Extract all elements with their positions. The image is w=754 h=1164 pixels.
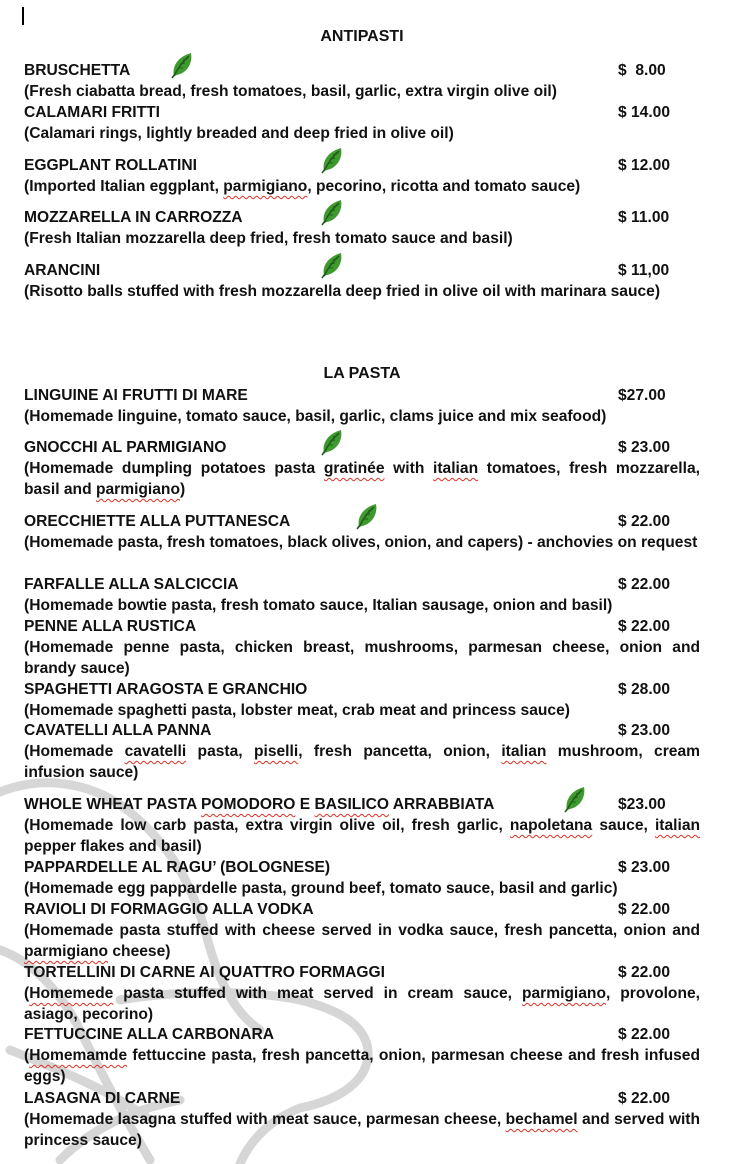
menu-item-description <box>24 458 700 500</box>
text-segment: ARRABBIATA <box>389 796 495 813</box>
spellcheck-flagged-word: POMODORO <box>201 796 296 813</box>
menu-item-header <box>24 102 700 123</box>
menu-item-price: $ 14.00 <box>618 104 671 121</box>
menu-item <box>24 574 700 616</box>
menu-item-description: (Homemade linguine, tomato sauce, basil, garlic, clams juice and mix seafood) <box>24 408 607 425</box>
green-leaf-icon <box>319 198 345 226</box>
menu-item-price: $ 22.00 <box>618 513 671 530</box>
text-segment: (Homemade low carb pasta, extra virgin olive oil, fresh garlic, <box>24 817 510 834</box>
menu-item-price: $ 22.00 <box>618 901 671 918</box>
text-segment: ( <box>24 985 30 1002</box>
text-segment: ) <box>179 481 186 498</box>
section-title-antipasti: ANTIPASTI <box>320 28 404 45</box>
menu-item-price: $ 8.00 <box>618 62 666 79</box>
green-leaf-icon <box>354 502 380 530</box>
section-title-la-pasta: LA PASTA <box>323 365 401 382</box>
menu-item-price: $27.00 <box>618 387 666 404</box>
menu-item-description <box>24 920 700 962</box>
menu-item-description <box>24 741 700 783</box>
menu-item-name: CALAMARI FRITTI <box>24 104 160 121</box>
text-segment: sauce, <box>592 817 655 834</box>
menu-item-price: $ 23.00 <box>618 439 671 456</box>
spellcheck-flagged-word: gratinée <box>323 460 385 477</box>
menu-item-price: $ 12.00 <box>618 157 671 174</box>
menu-item <box>24 1024 700 1087</box>
menu-item-description <box>24 176 700 197</box>
text-segment: tomatoes, fresh mozzarella, basil and <box>24 460 700 498</box>
menu-item-header <box>24 385 700 406</box>
text-segment: fettuccine pasta, fresh pancetta, onion, parmesan cheese and fresh infused eggs) <box>24 1047 700 1085</box>
text-segment: pasta, <box>186 743 254 760</box>
menu-item-header <box>24 1088 700 1109</box>
menu-item-header <box>24 794 700 815</box>
menu-item-name: SPAGHETTI ARAGOSTA E GRANCHIO <box>24 681 308 698</box>
menu-item <box>24 385 700 427</box>
menu-item-name: GNOCCHI AL PARMIGIANO <box>24 439 227 456</box>
spellcheck-flagged-word: Homemede <box>29 985 114 1002</box>
menu-item-price: $ 22.00 <box>618 1026 671 1043</box>
menu-item <box>24 720 700 783</box>
spellcheck-flagged-word: italian <box>433 460 479 477</box>
menu-item-name: FARFALLE ALLA SALCICCIA <box>24 576 239 593</box>
menu-item <box>24 1088 700 1151</box>
menu-item-description: (Fresh ciabatta bread, fresh tomatoes, basil, garlic, extra virgin olive oil) <box>24 83 557 100</box>
menu-item-description: (Homemade pasta, fresh tomatoes, black olives, onion, and capers) - anchovies on request <box>24 534 698 551</box>
spellcheck-flagged-word: italian <box>654 817 701 834</box>
menu-item-name: EGGPLANT ROLLATINI <box>24 157 197 174</box>
menu-item <box>24 207 700 249</box>
spellcheck-flagged-word: BASILICO <box>314 796 390 813</box>
green-leaf-icon <box>562 785 588 813</box>
menu-item <box>24 794 700 857</box>
menu-item-name: LASAGNA DI CARNE <box>24 1090 181 1107</box>
menu-item-name: ARANCINI <box>24 262 101 279</box>
menu-item-description <box>24 815 700 857</box>
menu-item-price: $ 11,00 <box>618 262 670 279</box>
menu-item-name: MOZZARELLA IN CARROZZA <box>24 209 243 226</box>
spellcheck-flagged-word: italian <box>501 743 547 760</box>
menu-item-header <box>24 437 700 458</box>
spellcheck-flagged-word: piselli <box>253 743 299 760</box>
menu-item-header <box>24 857 700 878</box>
menu-item-name: CAVATELLI ALLA PANNA <box>24 722 212 739</box>
menu-item <box>24 260 700 302</box>
menu-item-price: $ 22.00 <box>618 1090 671 1107</box>
menu-item-price: $ 23.00 <box>618 722 671 739</box>
menu-item-price: $23.00 <box>618 796 666 813</box>
menu-item-header <box>24 1024 700 1045</box>
text-segment: mushroom, cream infusion sauce) <box>24 743 700 781</box>
menu-item <box>24 437 700 500</box>
menu-item-price: $ 28.00 <box>618 681 671 698</box>
spellcheck-flagged-word: parmigiano <box>95 481 180 498</box>
text-segment: , fresh pancetta, onion, <box>298 743 502 760</box>
menu-item-header <box>24 616 700 637</box>
menu-item-price: $ 22.00 <box>618 576 671 593</box>
menu-item-name: PENNE ALLA RUSTICA <box>24 618 197 635</box>
text-cursor <box>22 7 24 25</box>
text-segment: cheese) <box>108 943 171 960</box>
text-segment: WHOLE WHEAT PASTA <box>24 796 201 813</box>
menu-item-name <box>24 794 494 815</box>
menu-item-header <box>24 260 700 281</box>
text-segment: , provolone, asiago, pecorino) <box>24 985 700 1023</box>
menu-item-name: BRUSCHETTA <box>24 62 131 79</box>
menu-item-description <box>24 1109 700 1151</box>
spellcheck-flagged-word: cavatelli <box>124 743 187 760</box>
green-leaf-icon <box>319 251 345 279</box>
menu-item <box>24 962 700 1025</box>
menu-item-description: (Homemade egg pappardelle pasta, ground beef, tomato sauce, basil and garlic) <box>24 880 618 897</box>
menu-item <box>24 857 700 899</box>
menu-item-header <box>24 720 700 741</box>
text-segment: pasta stuffed with meat served in cream sauce, <box>113 985 522 1002</box>
menu-item-description: (Risotto balls stuffed with fresh mozzarella deep fried in olive oil with marinara sauce) <box>24 283 661 300</box>
menu-item-name: FETTUCCINE ALLA CARBONARA <box>24 1026 275 1043</box>
menu-item-header <box>24 511 700 532</box>
spellcheck-flagged-word: napoletana <box>509 817 593 834</box>
text-segment: , pecorino, ricotta and tomato sauce) <box>307 178 581 195</box>
menu-item-header <box>24 574 700 595</box>
text-segment: (Homemade <box>24 743 125 760</box>
menu-item-header <box>24 60 700 81</box>
menu-item-description <box>24 983 700 1025</box>
menu-item <box>24 155 700 197</box>
menu-item-name: TORTELLINI DI CARNE AI QUATTRO FORMAGGI <box>24 964 385 981</box>
spellcheck-flagged-word: parmigiano <box>223 178 308 195</box>
text-segment: and served with princess sauce) <box>24 1111 700 1149</box>
menu-item-name: LINGUINE AI FRUTTI DI MARE <box>24 387 248 404</box>
spellcheck-flagged-word: parmigiano <box>521 985 606 1002</box>
menu-item-description: (Homemade bowtie pasta, fresh tomato sauce, Italian sausage, onion and basil) <box>24 597 613 614</box>
green-leaf-icon <box>319 146 345 174</box>
spellcheck-flagged-word: parmigiano <box>24 943 109 960</box>
menu-item-price: $ 22.00 <box>618 964 671 981</box>
menu-item-header <box>24 679 700 700</box>
menu-item <box>24 616 700 679</box>
spellcheck-flagged-word: bechamel <box>505 1111 578 1128</box>
text-segment: with <box>384 460 434 477</box>
menu-item <box>24 511 700 553</box>
text-segment: (Homemade dumpling potatoes pasta <box>24 460 324 477</box>
green-leaf-icon <box>319 428 345 456</box>
text-segment: E <box>295 796 315 813</box>
menu-item <box>24 899 700 962</box>
menu-item <box>24 60 700 102</box>
menu-item-price: $ 22.00 <box>618 618 671 635</box>
menu-item-price: $ 23.00 <box>618 859 671 876</box>
menu-item-header <box>24 962 700 983</box>
menu-item-description: (Homemade penne pasta, chicken breast, mushrooms, parmesan cheese, onion and brandy sauce) <box>24 639 700 677</box>
menu-item-description: (Fresh Italian mozzarella deep fried, fresh tomato sauce and basil) <box>24 230 513 247</box>
menu-item-header <box>24 207 700 228</box>
text-segment: ( <box>24 1047 30 1064</box>
menu-item <box>24 102 700 144</box>
menu-item-name: ORECCHIETTE ALLA PUTTANESCA <box>24 513 291 530</box>
text-segment: (Imported Italian eggplant, <box>24 178 224 195</box>
text-segment: pepper flakes and basil) <box>24 838 202 855</box>
text-segment: (Homemade pasta stuffed with cheese served in vodka sauce, fresh pancetta, onion and <box>24 922 700 939</box>
menu-item-name: RAVIOLI DI FORMAGGIO ALLA VODKA <box>24 901 314 918</box>
text-segment: (Homemade lasagna stuffed with meat sauce, parmesan cheese, <box>24 1111 506 1128</box>
menu-item-name: PAPPARDELLE AL RAGU’ (BOLOGNESE) <box>24 859 331 876</box>
menu-item <box>24 679 700 721</box>
green-leaf-icon <box>169 51 195 79</box>
spellcheck-flagged-word: Homemamde <box>29 1047 128 1064</box>
menu-item-header <box>24 155 700 176</box>
menu-item-description: (Homemade spaghetti pasta, lobster meat, crab meat and princess sauce) <box>24 702 570 719</box>
menu-item-header <box>24 899 700 920</box>
menu-item-description: (Calamari rings, lightly breaded and deep fried in olive oil) <box>24 125 454 142</box>
menu-item-description <box>24 1045 700 1087</box>
menu-item-price: $ 11.00 <box>618 209 670 226</box>
